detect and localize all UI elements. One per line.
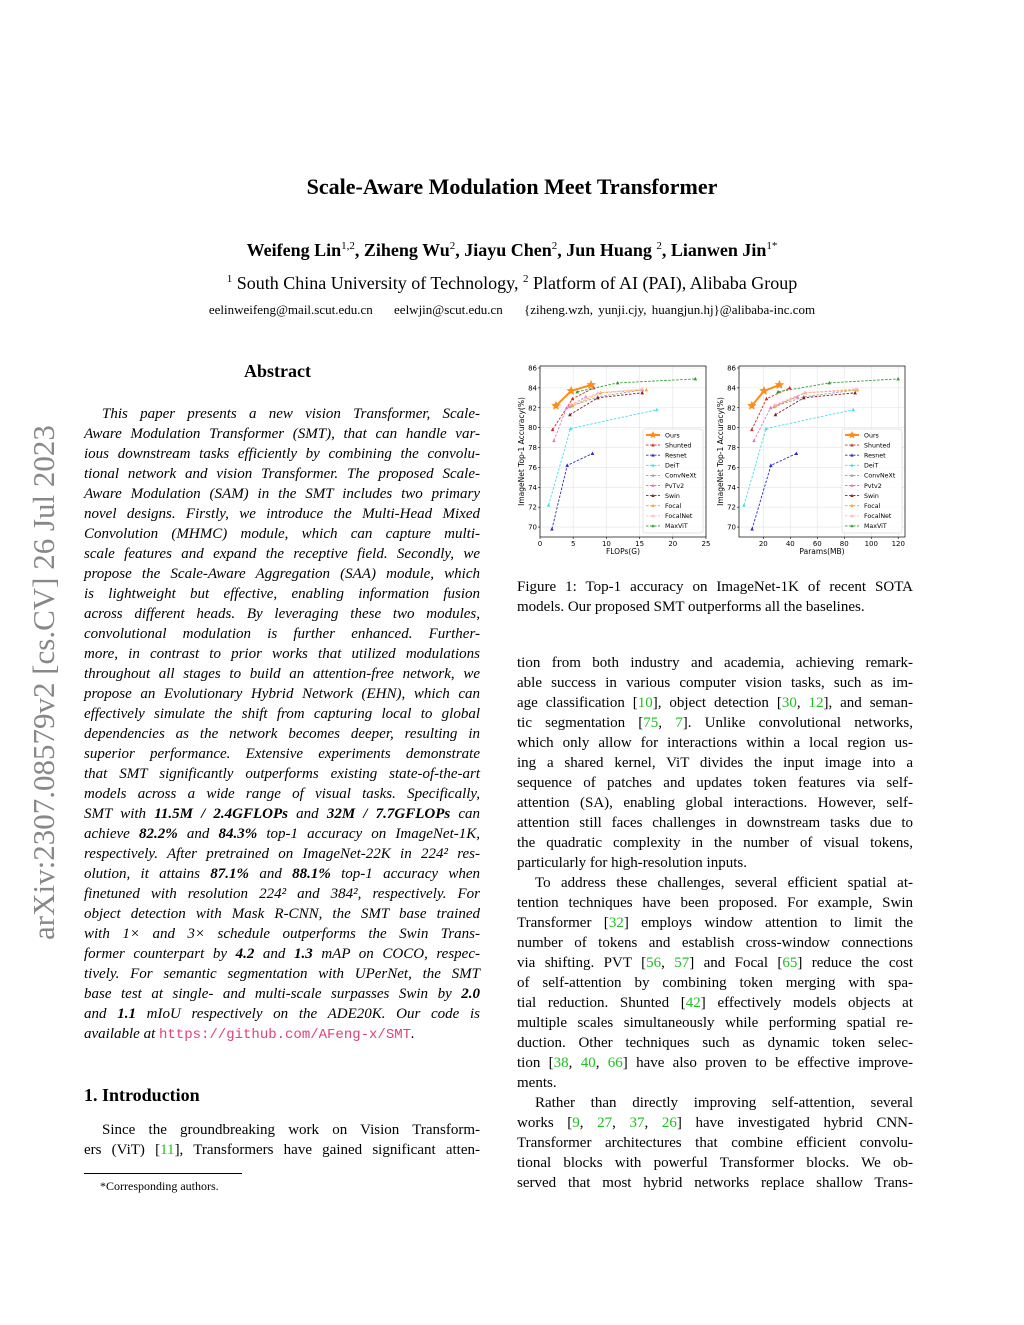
text-line [84,604,480,624]
text-span: , [644,1115,662,1131]
text-span: mAP on COCO, respec- [312,946,480,962]
text-span: tional blocks with powerful Transformer blocks. We ob- [517,1155,913,1171]
text-line [517,773,913,793]
x-tick-label: 80 [839,540,849,548]
text-line [84,744,480,764]
x-tick-label: 20 [758,540,768,548]
text-line [84,884,480,904]
text-span: can [450,806,481,822]
citation-link[interactable]: 7 [675,715,683,731]
text-line [84,1024,480,1044]
paper-title: Scale-Aware Modulation Meet Transformer [306,174,718,199]
y-tick-label: 72 [528,503,537,512]
x-tick-label: 40 [785,540,795,548]
text-line [517,973,913,993]
text-span: multiple scales simultaneously while performing spatial re- [517,1015,913,1031]
text-line [517,873,913,893]
text-span: propose an Evolutionary Hybrid Network (EHN), which can [84,686,480,702]
x-axis-label: Params(MB) [799,547,845,556]
data-point-deit [742,503,746,507]
text-span: dependencies as the network becomes deeper, resulting in [84,726,480,742]
x-tick-label: 10 [601,540,611,548]
text-span: effectively simulate the shift from capturing local to global [84,706,480,722]
text-span: , [796,695,809,711]
y-tick-label: 70 [528,523,537,532]
text-span: ments. [517,1075,557,1091]
separator: , [455,240,465,260]
emphasis: 82.2% [138,826,178,842]
arxiv-identifier: arXiv:2307.08579v2 [cs.CV] 26 Jul 2023 [26,425,61,940]
text-span: Aware Modulation Transformer (SMT), that can handle var- [84,426,480,442]
text-line [517,693,913,713]
text-span: and [249,866,293,882]
text-span: with 1× and 3× schedule outperforms the Swin Trans- [84,926,480,942]
figure-caption [517,577,913,617]
text-span: , [579,1115,598,1131]
footnote-divider [84,1173,242,1174]
x-tick-label: 5 [570,540,576,548]
caption-line: Figure 1: Top-1 accuracy on ImageNet-1K of recent SOTA [517,579,913,595]
citation-link[interactable]: 66 [607,1055,623,1071]
text-span: Transformer [ [517,915,609,931]
text-span: of self-attention by combining token merging with spa- [517,975,913,991]
data-point-resnet [769,463,773,467]
text-span: via shifting. PVT [ [517,955,647,971]
text-span: ] employs window attention to limit the [623,915,913,931]
legend-label: Shunted [864,442,891,450]
emphasis: 87.1% [210,866,250,882]
text-span: top-1 accuracy on ImageNet-1K, [257,826,480,842]
text-span: sequence of patches and updates token features via self- [517,775,913,791]
text-span: tion [ [517,1055,554,1071]
legend-label: Pvtv2 [864,482,882,490]
legend-label: Ours [864,432,879,440]
text-line [517,913,913,933]
text-line [84,664,480,684]
text-span: tively. For semantic segmentation with UPerNet, the SMT [84,966,480,982]
citation-link[interactable]: 75 [643,715,659,731]
citation-link[interactable]: 30 [781,695,797,711]
legend-label: Resnet [665,452,687,460]
text-span: tention techniques have been proposed. For example, Swin [517,895,913,911]
text-span: ], and seman- [823,695,914,711]
text-line [517,1153,913,1173]
text-span: tional network and vision Transformer. The proposed Scale- [84,466,480,482]
citation-link[interactable]: 42 [685,995,701,1011]
citation-link[interactable]: 32 [608,915,624,931]
text-span: across different heads. By leveraging these two modules, [84,606,480,622]
y-tick-label: 80 [727,424,736,433]
legend-label: DeiT [864,462,879,470]
text-span: ]. Unlike convolutional networks, [682,715,914,731]
text-line [517,953,913,973]
text-line [517,793,913,813]
text-line [517,893,913,913]
text-line [84,964,480,984]
y-tick-label: 86 [528,364,537,373]
text-span: top-1 accuracy when [330,866,481,882]
text-line [517,753,913,773]
text-span: and [254,946,294,962]
legend-label: ConvNeXt [665,472,697,480]
y-tick-label: 78 [528,444,537,453]
data-point-ours [775,380,785,389]
text-span: throughout all stages to build an attention-free network, we [84,666,480,682]
text-span: models across a wide range of visual tasks. Specifically, [84,786,480,802]
text-line [517,713,913,733]
author-name: Jiayu Chen [464,240,552,260]
code-url-link[interactable]: https://github.com/AFeng-x/SMT [159,1027,412,1043]
text-span: respectively. After pretrained on ImageNet-22K in 224² res- [84,846,480,862]
citation-link[interactable]: 56 [646,955,662,971]
text-line [84,844,480,864]
separator: , [557,240,567,260]
citation-link[interactable]: 27 [597,1115,613,1131]
legend-label: Focal [864,503,881,510]
text-span: novel designs. Firstly, we introduce the Multi-Head Mixed [84,506,480,522]
text-span: former counterpart by [84,946,236,962]
data-point-swin [853,391,857,395]
text-span: Transformer architectures that combine efficient convolu- [517,1135,913,1151]
email: eelinweifeng@mail.scut.edu.cn [208,302,373,317]
y-tick-label: 86 [727,364,736,373]
citation-link[interactable]: 11 [160,1142,175,1158]
text-span: ing a shared kernel, ViT divides the input image into a [517,755,913,771]
text-span: tic segmentation [ [517,715,644,731]
x-tick-label: 0 [537,540,543,548]
text-line [517,653,913,673]
text-span: ious downstream tasks efficiently by combining the convolu- [84,446,480,462]
text-span: , [661,955,675,971]
text-span: ] have also proven to be effective improve- [622,1055,914,1071]
x-axis-label: FLOPs(G) [605,547,641,556]
data-point-swin [774,413,778,417]
text-line [517,853,913,873]
text-span: attention still faces challenges in downstream tasks due to [517,815,913,831]
text-line [84,824,480,844]
text-line [84,924,480,944]
text-line [517,1173,913,1193]
legend-label: DeiT [665,462,680,470]
text-span: propose the Scale-Aware Aggregation (SAA) module, which [84,566,480,582]
text-line [517,1093,913,1113]
text-span: available at [84,1026,159,1042]
text-span: base test at single- and multi-scale surpasses Swin by [84,986,462,1002]
text-line [84,1140,480,1160]
author-name: Ziheng Wu [363,240,450,260]
text-line [517,1013,913,1033]
citation-link[interactable]: 26 [661,1115,677,1131]
abstract-heading: Abstract [244,361,311,381]
affiliation-mark: 2 [522,273,529,285]
author-affiliation-mark: 2 [551,240,558,252]
text-span: achieve [84,826,139,842]
text-span: served that most hybrid networks replace shallow Trans- [517,1175,913,1191]
text-span: number of tokens and establish cross-window connections [517,935,913,951]
text-span: , [568,1055,581,1071]
right-column-body [517,653,913,1193]
text-span: that SMT significantly outperforms existing state-of-the-art [84,766,480,782]
legend-label: MaxViT [864,523,887,531]
text-span: convolutional modulation is further enhanced. Further- [84,626,480,642]
text-span: This paper presents a new vision Transformer, Scale- [102,406,480,422]
author-name: Weifeng Lin [246,240,342,260]
text-line [84,784,480,804]
author-affiliation-mark: 1* [766,240,778,252]
emphasis: 4.2 [235,946,255,962]
text-span: ], object detection [ [652,695,782,711]
citation-link[interactable]: 57 [674,955,690,971]
text-span: olution, it attains [84,866,211,882]
author-name: Lianwen Jin [670,240,767,260]
citation-link[interactable]: 38 [553,1055,569,1071]
legend-label: Focal [665,503,682,510]
separator: , [661,240,671,260]
emphasis: 1.3 [294,946,313,962]
legend-label: Shunted [665,442,692,450]
text-line [84,864,480,884]
text-span: able success in various computer vision tasks, such as im- [517,675,913,691]
x-tick-label: 100 [864,540,878,548]
text-line [84,704,480,724]
text-line [517,813,913,833]
email: {ziheng.wzh, yunji.cjy, huangjun.hj}@alibaba-inc.com [524,302,816,317]
email: eelwjin@scut.edu.cn [394,302,503,317]
affiliation-mark: 1 [226,273,233,285]
y-tick-label: 76 [528,463,537,472]
separator: , [354,240,364,260]
affiliation-name: Platform of AI (PAI), Alibaba Group [528,273,798,293]
legend-label: FocalNet [864,513,892,521]
legend-label: MaxViT [665,523,688,531]
text-span: object detection with Mask R-CNN, the SMT base trained [84,906,480,922]
params-accuracy-chart [0,0,1024,600]
emphasis: 2.0 [461,986,480,1002]
x-tick-label: 20 [668,540,678,548]
data-point-deit [851,408,855,412]
text-line [517,1073,913,1093]
x-tick-label: 60 [812,540,822,548]
text-span: attention (SA), enabling global interactions. However, self- [517,795,913,811]
data-point-resnet [795,451,799,455]
y-tick-label: 74 [727,483,736,492]
y-tick-label: 76 [727,463,736,472]
text-span: mIoU respectively on the ADE20K. Our code is [135,1006,481,1022]
x-tick-label: 25 [701,540,711,548]
text-span: more, in contrast to prior works that utilized modulations [84,646,480,662]
text-span: tial reduction. Shunted [ [517,995,686,1011]
legend-label: Resnet [864,452,886,460]
legend-label: ConvNeXt [864,472,896,480]
text-span: Since the groundbreaking work on Vision Transform- [102,1122,480,1138]
y-axis-label: ImageNet Top-1 Accuracy(%) [716,397,725,506]
x-tick-label: 15 [635,540,645,548]
text-span: ] have investigated hybrid CNN- [676,1115,914,1131]
text-span: scale features and expand the receptive field. Secondly, we [84,546,480,562]
y-tick-label: 82 [727,404,736,413]
text-span: Aware Modulation (SAM) in the SMT includes two primary [84,486,480,502]
y-tick-label: 84 [727,384,736,393]
text-line [84,684,480,704]
text-span: duction. Other techniques such as dynamic token selec- [517,1035,913,1051]
legend-label: Ours [665,432,680,440]
citation-link[interactable]: 12 [808,695,824,711]
y-tick-label: 80 [528,424,537,433]
text-span: which only allow for interactions within a local region us- [517,735,913,751]
data-point-shunted [750,428,754,432]
text-line [84,724,480,744]
citation-link[interactable]: 9 [572,1115,580,1131]
text-line [517,1133,913,1153]
text-span: Rather than directly improving self-attention, several [535,1095,913,1111]
series-line-pvtv2 [754,397,797,441]
text-line [517,933,913,953]
text-line [84,944,480,964]
text-span: particularly for high-resolution inputs. [517,855,747,871]
text-line [84,984,480,1004]
legend-label: FocalNet [665,513,693,521]
text-line [84,804,480,824]
text-line [517,1053,913,1073]
text-span: tion from both industry and academia, achieving remark- [517,655,913,671]
introduction-body [84,1120,480,1160]
legend-label: PvTv2 [665,482,685,490]
author-affiliation-mark: 2 [449,240,456,252]
text-span: ], Transformers have gained significant atten- [174,1142,480,1158]
text-line [84,1120,480,1140]
text-span: is lightweight but effective, enabling information fusion [84,586,480,602]
text-line [84,1004,480,1024]
text-line [84,764,480,784]
text-span: finetuned with resolution 224² and 384², respectively. For [84,886,480,902]
text-span: the quadratic complexity in the number of visual tokens, [517,835,913,851]
text-span: ers (ViT) [ [84,1142,161,1158]
data-point-maxvit [896,377,900,381]
text-span: , [612,1115,630,1131]
text-span: , [658,715,676,731]
series-line-deit [744,410,853,506]
y-tick-label: 78 [727,444,736,453]
legend-label: Swin [864,492,879,500]
series-line-resnet [752,454,796,530]
emphasis: 84.3% [218,826,258,842]
text-line [517,833,913,853]
text-line [84,904,480,924]
text-span: works [ [517,1115,573,1131]
footnote: *Corresponding authors. [100,1179,219,1193]
citation-link[interactable]: 37 [629,1115,645,1131]
text-span: age classification [ [517,695,638,711]
author-name: Jun Huang [566,240,657,260]
caption-line: models. Our proposed SMT outperforms all the baselines. [517,599,865,615]
text-span: To address these challenges, several efficient spatial at- [535,875,913,891]
y-tick-label: 82 [528,404,537,413]
text-span: ] reduce the cost [797,955,913,971]
citation-link[interactable]: 10 [637,695,653,711]
text-span: . [411,1026,415,1042]
text-span: ] and Focal [ [689,955,783,971]
text-line [517,673,913,693]
text-span: ] effectively models objects at [700,995,914,1011]
data-point-shunted [765,397,769,401]
text-line [517,1113,913,1133]
citation-link[interactable]: 40 [580,1055,596,1071]
text-span: , [595,1055,608,1071]
emphasis: 11.5M / 2.4GFLOPs [154,806,289,822]
text-span: and [177,826,219,842]
y-tick-label: 72 [727,503,736,512]
citation-link[interactable]: 65 [782,955,798,971]
text-line [517,733,913,753]
text-line [517,993,913,1013]
y-tick-label: 70 [727,523,736,532]
text-span: and [288,806,327,822]
text-span: superior performance. Extensive experiments demonstrate [84,746,480,762]
introduction-heading: 1. Introduction [84,1085,200,1105]
y-axis-label: ImageNet Top-1 Accuracy(%) [517,397,526,506]
data-point-resnet [750,527,754,531]
text-line [84,624,480,644]
text-line [84,644,480,664]
series-line-swin [775,393,855,415]
text-span: SMT with [84,806,155,822]
legend-label: Swin [665,492,680,500]
x-tick-label: 120 [891,540,905,548]
y-tick-label: 84 [528,384,537,393]
author-affiliation-mark: 1,2 [341,240,355,252]
text-span: Convolution (MHMC) module, which can capture multi- [84,526,480,542]
author-affiliation-mark: 2 [656,240,662,252]
emphasis: 32M / 7.7GFLOPs [326,806,451,822]
text-line [517,1033,913,1053]
affiliation-name: South China University of Technology, [232,273,523,293]
emphasis: 88.1% [292,866,331,882]
emphasis: 1.1 [117,1006,136,1022]
y-tick-label: 74 [528,483,537,492]
text-span: and [84,1006,118,1022]
